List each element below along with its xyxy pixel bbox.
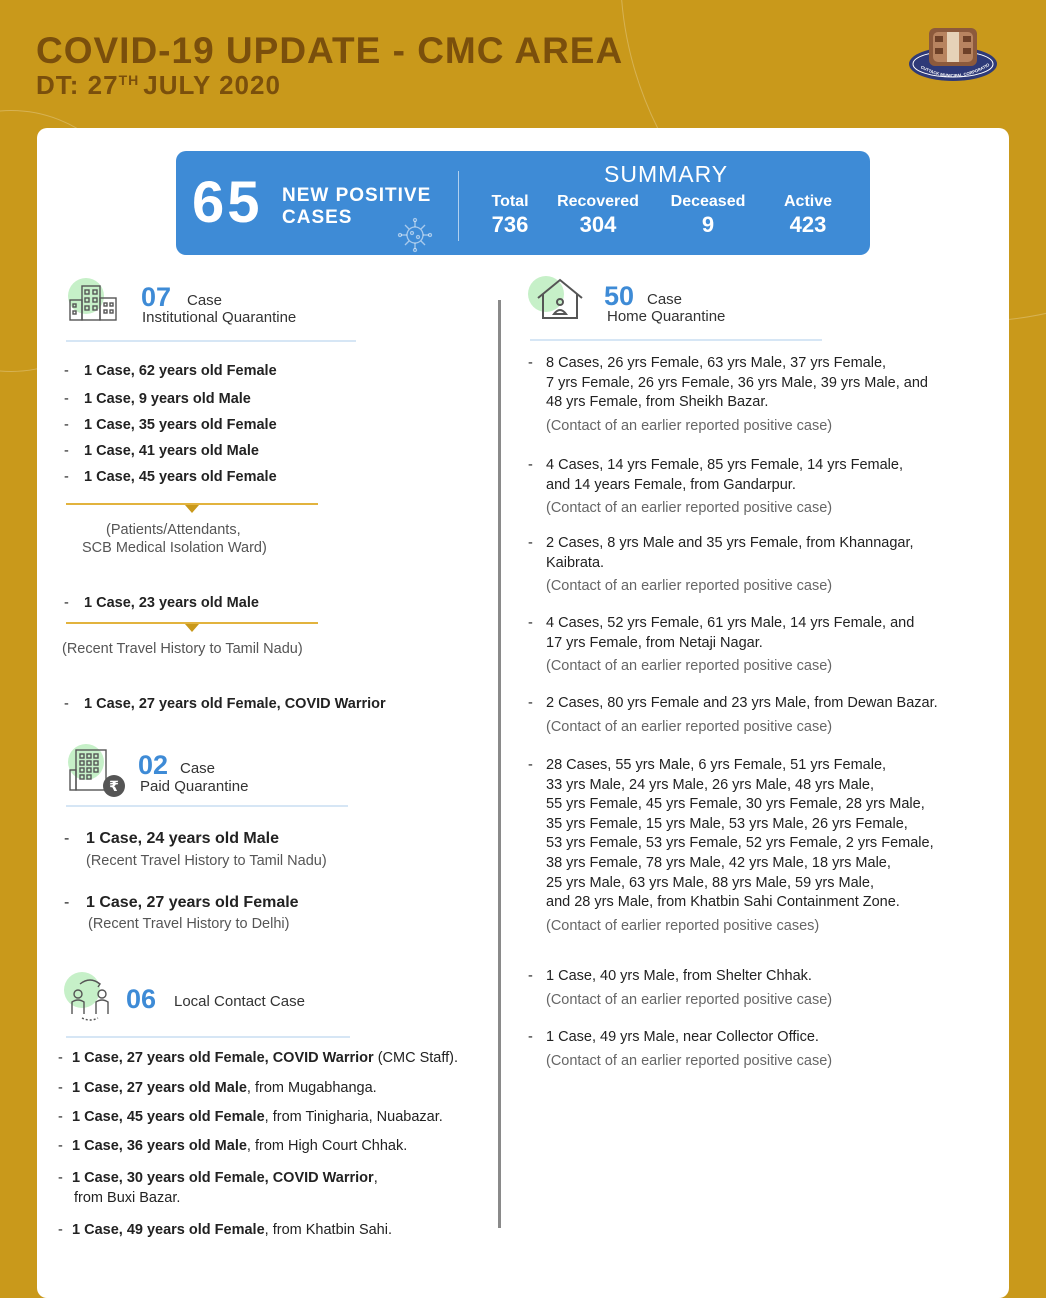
down-arrow-icon [185,505,199,513]
stat-label: Deceased [670,193,746,210]
list-item: - 1 Case, 40 yrs Male, from Shelter Chhak. (Contact of an earlier reported positive case) [528,967,832,1010]
page-title: COVID-19 UPDATE - CMC AREA [36,30,624,71]
item-text: 28 Cases, 55 yrs Male, 6 yrs Female, 51 yrs Female, 33 yrs Male, 24 yrs Male, 26 yrs Male, 48 yrs Male, 55 yrs Female, 45 yrs Female, 30 yrs Female, 28 yrs Male, 35 yrs Female, 15 yrs Male, 53 yrs Male, 26 yrs Female, 53 yrs Female, 53 yrs Female, 52 yrs Female, 2 yrs Female, 38 yrs Female, 78 yrs Male, 42 yrs Male, 18 yrs Male, 25 yrs Male, 63 yrs Male, 88 yrs Male, 59 yrs Male, and 28 yrs Male, from Khatbin Sahi Containment Zone. [546,757,934,911]
stat-value: 736 [491,212,529,237]
contact-people-icon [60,970,118,1024]
item-contact: (Contact of an earlier reported positive case) [546,991,833,1008]
item-contact: (Contact of an earlier reported positive case) [546,578,833,595]
section-underline [66,340,356,342]
item-text: 8 Cases, 26 yrs Female, 63 yrs Male, 37 yrs Female, 7 yrs Female, 26 yrs Female, 36 yrs Male, 39 yrs Male, and 48 yrs Female, from Sheikh Bazar. [546,355,928,411]
item-contact: (Contact of earlier reported positive cases) [546,917,820,934]
stat-active [778,193,838,238]
column-divider [498,300,501,1228]
section-underline [66,1036,350,1038]
item-contact: (Contact of an earlier reported positive case) [546,1052,833,1069]
item-text: 2 Cases, 80 yrs Female and 23 yrs Male, from Dewan Bazar. [546,695,938,711]
paid-case-word: Case [180,760,216,777]
stat-recovered [552,193,644,238]
group-note: (Patients/Attendants, [106,522,241,538]
new-positive-count: 65 [192,170,263,235]
virus-icon [392,217,438,253]
list-item: - 2 Cases, 80 yrs Female and 23 yrs Male, from Dewan Bazar. (Contact of an earlier reported positive case) [528,694,938,737]
list-item-continuation: from Buxi Bazar. [74,1190,181,1206]
item-text: 4 Cases, 14 yrs Female, 85 yrs Female, 14 yrs Female, and 14 years Female, from Gandarpur. [546,457,903,493]
section-underline [530,339,822,341]
list-item: - 4 Cases, 52 yrs Female, 61 yrs Male, 14 yrs Female, and 17 yrs Female, from Netaji Nagar. (Contact of an earlier reported positive case) [528,614,914,677]
list-item: - 28 Cases, 55 yrs Male, 6 yrs Female, 51 yrs Female, 33 yrs Male, 24 yrs Male, 26 yrs Male, 48 yrs Male, 55 yrs Female, 45 yrs Female, 30 yrs Female, 28 yrs Male, 35 yrs Female, 15 yrs Male, 53 yrs Male, 26 yrs Female, 53 yrs Female, 53 yrs Female, 52 yrs Female, 2 yrs Female, 38 yrs Female, 78 yrs Male, 42 yrs Male, 18 yrs Male, 25 yrs Male, 63 yrs Male, 88 yrs Male, 59 yrs Male, and 28 yrs Male, from Khatbin Sahi Containment Zone. (Contact of earlier reported positive cases) [528,756,934,936]
stat-value: 423 [789,212,827,237]
logo-text: CUTTACK MUNICIPAL CORPORATIO [919,62,991,79]
summary-divider [458,171,459,241]
group-note: (Recent Travel History to Tamil Nadu) [62,641,303,657]
report-date: DT: 27TH JULY 2020 [36,70,281,100]
home-quarantine-icon [526,274,586,324]
item-contact: (Contact of an earlier reported positive case) [546,718,833,735]
list-item: - 4 Cases, 14 yrs Female, 85 yrs Female, 14 yrs Female, and 14 years Female, from Gandarpur. (Contact of an earlier reported positive case) [528,456,903,519]
item-contact: (Contact of an earlier reported positive case) [546,417,833,434]
paid-subtitle: Paid Quarantine [140,778,249,795]
institutional-case-word: Case [187,292,223,309]
new-positive-label: NEW POSITIVE CASES [282,185,432,228]
stat-value: 304 [579,212,617,237]
group-note: SCB Medical Isolation Ward) [82,540,267,556]
institutional-count: 07 [141,282,172,312]
institutional-subtitle: Institutional Quarantine [142,309,297,326]
list-item: - 1 Case, 49 yrs Male, near Collector Office. (Contact of an earlier reported positive case) [528,1028,832,1071]
stat-label: Active [783,193,833,210]
summary-box [176,151,870,255]
svg-text:₹: ₹ [109,779,119,795]
home-case-word: Case [647,291,683,308]
hotel-rupee-icon [64,742,130,798]
item-text: 1 Case, 40 yrs Male, from Shelter Chhak. [546,968,812,984]
building-icon [64,276,122,324]
local-subtitle: Local Contact Case [174,993,305,1010]
list-item: - 8 Cases, 26 yrs Female, 63 yrs Male, 37 yrs Female, 7 yrs Female, 26 yrs Female, 36 yrs Male, 39 yrs Male, and 48 yrs Female, from Sheikh Bazar. (Contact of an earlier reported positive case) [528,354,928,436]
home-count: 50 [604,281,635,311]
item-contact: (Contact of an earlier reported positive case) [546,658,833,675]
summary-title: SUMMARY [604,161,729,187]
local-count: 06 [126,984,157,1014]
section-underline [66,805,348,807]
item-text: 1 Case, 49 yrs Male, near Collector Office. [546,1029,819,1045]
paid-count: 02 [138,750,169,780]
item-note: (Recent Travel History to Delhi) [88,916,290,932]
list-item: - 2 Cases, 8 yrs Male and 35 yrs Female, from Khannagar, Kaibrata. (Contact of an earlier reported positive case) [528,534,914,597]
item-text: 2 Cases, 8 yrs Male and 35 yrs Female, from Khannagar, Kaibrata. [546,535,914,571]
item-contact: (Contact of an earlier reported positive case) [546,500,833,517]
item-note: (Recent Travel History to Tamil Nadu) [86,853,327,869]
item-text: 4 Cases, 52 yrs Female, 61 yrs Male, 14 yrs Female, and 17 yrs Female, from Netaji Nagar. [546,615,915,651]
stat-total [486,193,534,238]
stat-label: Total [491,193,529,210]
down-arrow-icon [185,624,199,632]
cmc-logo [905,20,1001,90]
stat-label: Recovered [557,193,639,210]
stat-value: 9 [701,212,715,237]
stat-deceased [668,193,748,238]
home-subtitle: Home Quarantine [607,308,726,325]
